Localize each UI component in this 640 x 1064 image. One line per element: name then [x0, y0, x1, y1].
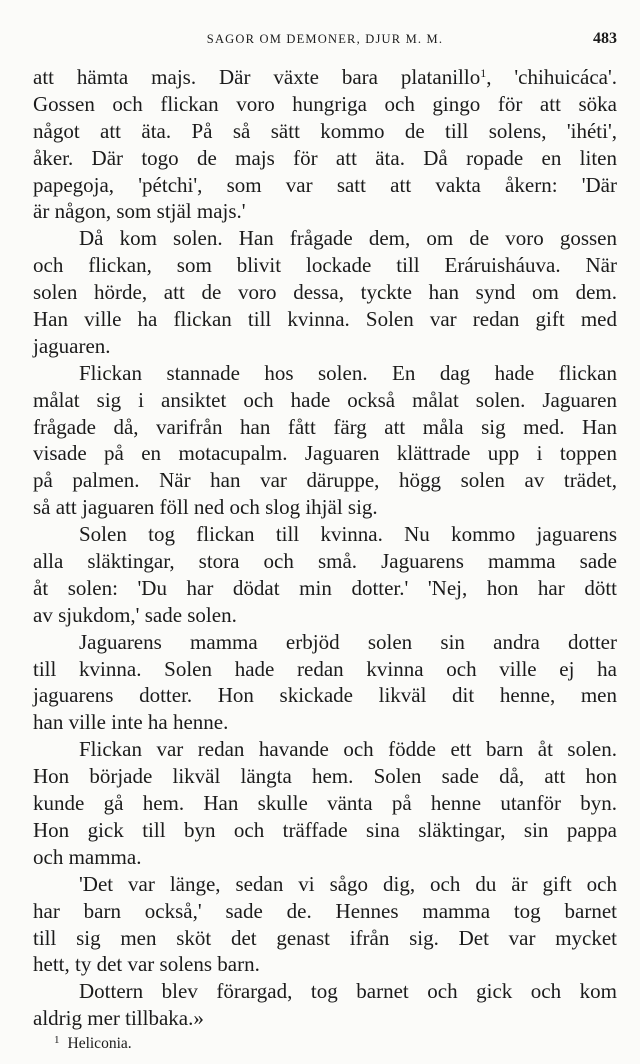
text-line: Gossen och flickan voro hungriga och gingo för att söka — [33, 91, 617, 116]
text-line: åker. Där togo de majs för att äta. Då ropade en liten — [33, 145, 617, 170]
text-line: till kvinna. Solen hade redan kvinna och ville ej ha — [33, 656, 617, 681]
text-line: och flickan, som blivit lockade till Eráruisháuva. När — [33, 253, 617, 278]
text-line: så att jaguaren föll ned och slog ihjäl sig. — [33, 495, 378, 520]
page-header — [33, 30, 617, 54]
text-line: han ville inte ha henne. — [33, 710, 229, 735]
paragraph-7 — [33, 871, 617, 979]
text-line: till sig men sköt det genast ifrån sig. Det var mycket — [33, 925, 617, 950]
text-line: jaguaren. — [33, 333, 111, 358]
text-line: papegoja, 'pétchi', som var satt att vakta åkern: 'Där — [33, 172, 617, 197]
text-line: Hon gick till byn och träffade sina släktingar, sin pappa — [33, 817, 617, 842]
text-line: Då kom solen. Han frågade dem, om de voro gossen — [79, 226, 617, 251]
text-line: är någon, som stjäl majs.' — [33, 199, 246, 224]
text-line: kunde gå hem. Han skulle vänta på henne utanför byn. — [33, 791, 617, 816]
text-line: visade på en motacupalm. Jaguaren klättrade upp i toppen — [33, 441, 617, 466]
text-line: något att äta. På så sätt kommo de till solens, 'ihéti', — [33, 118, 617, 143]
text-line: Flickan stannade hos solen. En dag hade flickan — [79, 360, 617, 385]
text-line: Jaguarens mamma erbjöd solen sin andra dotter — [79, 629, 617, 654]
text-line — [33, 64, 617, 91]
text-line: Hon började likväl längta hem. Solen sade då, att hon — [33, 764, 617, 789]
running-head: SAGOR OM DEMONER, DJUR M. M. — [206, 32, 444, 46]
text-line: hett, ty det var solens barn. — [33, 952, 260, 977]
text-line: av sjukdom,' sade solen. — [33, 602, 237, 627]
footnote-text: Heliconia. — [67, 1035, 132, 1052]
paragraph-8 — [33, 978, 617, 1032]
paragraph-4 — [33, 521, 617, 629]
text-line: jaguarens dotter. Hon skickade likväl dit henne, men — [33, 683, 617, 708]
paragraph-6 — [33, 736, 617, 870]
text-line: Han ville ha flickan till kvinna. Solen var redan gift med — [33, 307, 617, 332]
footnote-ref: 1 — [480, 66, 487, 80]
body-text — [33, 64, 617, 1032]
text-line: frågade då, varifrån han fått färg att måla sig med. Han — [33, 414, 617, 439]
text-line-part: , 'chihuicáca'. — [486, 65, 617, 89]
footnote-mark: 1 — [54, 1034, 60, 1046]
text-line: på palmen. När han var däruppe, högg solen av trädet, — [33, 468, 617, 493]
text-line: åt solen: 'Du har dödat min dotter.' 'Nej, hon har dött — [33, 575, 617, 600]
text-line: har barn också,' sade de. Hennes mamma tog barnet — [33, 898, 617, 923]
text-line: solen hörde, att de voro dessa, tyckte han synd om dem. — [33, 280, 617, 305]
text-line: målat sig i ansiktet och hade också målat solen. Jaguaren — [33, 387, 617, 412]
paragraph-3 — [33, 360, 617, 521]
text-line: Dottern blev förargad, tog barnet och gick och kom — [79, 979, 617, 1004]
text-line: 'Det var länge, sedan vi sågo dig, och du är gift och — [79, 871, 617, 896]
paragraph-2 — [33, 225, 617, 359]
text-line: aldrig mer tillbaka.» — [33, 1006, 204, 1031]
text-line-part: att hämta majs. Där växte bara platanillo — [33, 65, 481, 89]
paragraph-1 — [33, 64, 617, 225]
paragraph-5 — [33, 629, 617, 737]
text-line: Flickan var redan havande och födde ett barn åt solen. — [79, 737, 617, 762]
page-number: 483 — [593, 30, 617, 47]
text-line: Solen tog flickan till kvinna. Nu kommo jaguarens — [79, 522, 617, 547]
text-line: alla släktingar, stora och små. Jaguarens mamma sade — [33, 549, 617, 574]
text-line: och mamma. — [33, 844, 142, 869]
footnote — [54, 1034, 132, 1053]
